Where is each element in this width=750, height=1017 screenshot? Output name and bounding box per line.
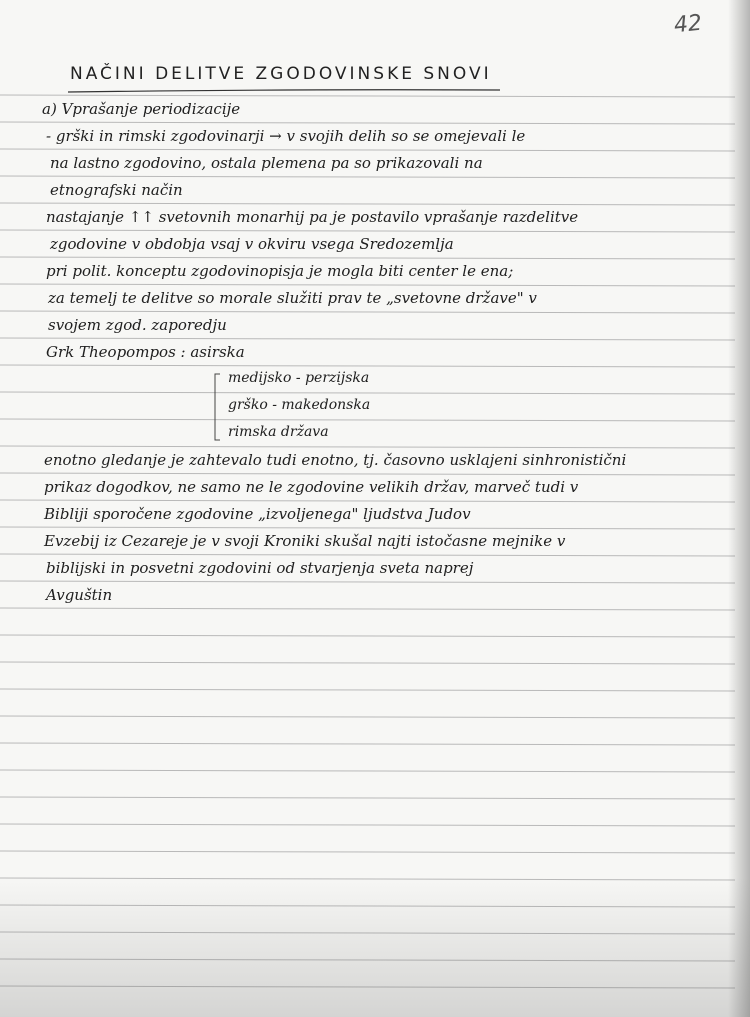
text-line: Bibliji sporočene zgodovine „izvoljenega" ljudstva Judov bbox=[44, 505, 471, 523]
scan-shadow bbox=[0, 877, 750, 1017]
text-line: biblijski in posvetni zgodovini od stvarjenja sveta naprej bbox=[46, 559, 474, 577]
text-line: Grk Theopompos : asirska bbox=[46, 343, 245, 361]
page-edge-shadow bbox=[728, 0, 750, 1017]
text-line: nastajanje ↑↑ svetovnih monarhij pa je postavilo vprašanje razdelitve bbox=[46, 208, 579, 226]
text-line: zgodovine v obdobja vsaj v okviru vsega Sredozemlja bbox=[50, 235, 454, 253]
text-line: svojem zgod. zaporedju bbox=[48, 316, 227, 334]
text-line: za temelj te delitve so morale služiti prav te „svetovne države" v bbox=[48, 289, 537, 307]
page-number: 42 bbox=[672, 10, 704, 39]
text-line: Avguštin bbox=[46, 586, 113, 604]
text-line: prikaz dogodkov, ne samo ne le zgodovine velikih držav, marveč tudi v bbox=[44, 478, 579, 496]
section-heading: a) Vprašanje periodizacije bbox=[42, 100, 241, 118]
text-line: pri polit. konceptu zgodovinopisja je mogla biti center le ena; bbox=[46, 262, 514, 280]
empire-item: medijsko - perzijska bbox=[228, 370, 370, 386]
text-line: Evzebij iz Cezareje je v svoji Kroniki skušal najti istočasne mejnike v bbox=[44, 532, 566, 550]
page-title: NAČINI DELITVE ZGODOVINSKE SNOVI bbox=[70, 64, 492, 84]
text-line: etnografski način bbox=[50, 181, 183, 199]
empire-item: grško - makedonska bbox=[228, 397, 371, 413]
text-line: - grški in rimski zgodovinarji → v svojih delih so se omejevali le bbox=[46, 127, 526, 145]
text-line: na lastno zgodovino, ostala plemena pa so prikazovali na bbox=[50, 154, 483, 172]
empire-item: rimska država bbox=[228, 424, 329, 440]
text-line: enotno gledanje je zahtevalo tudi enotno, tj. časovno usklajeni sinhronistični bbox=[44, 451, 627, 469]
